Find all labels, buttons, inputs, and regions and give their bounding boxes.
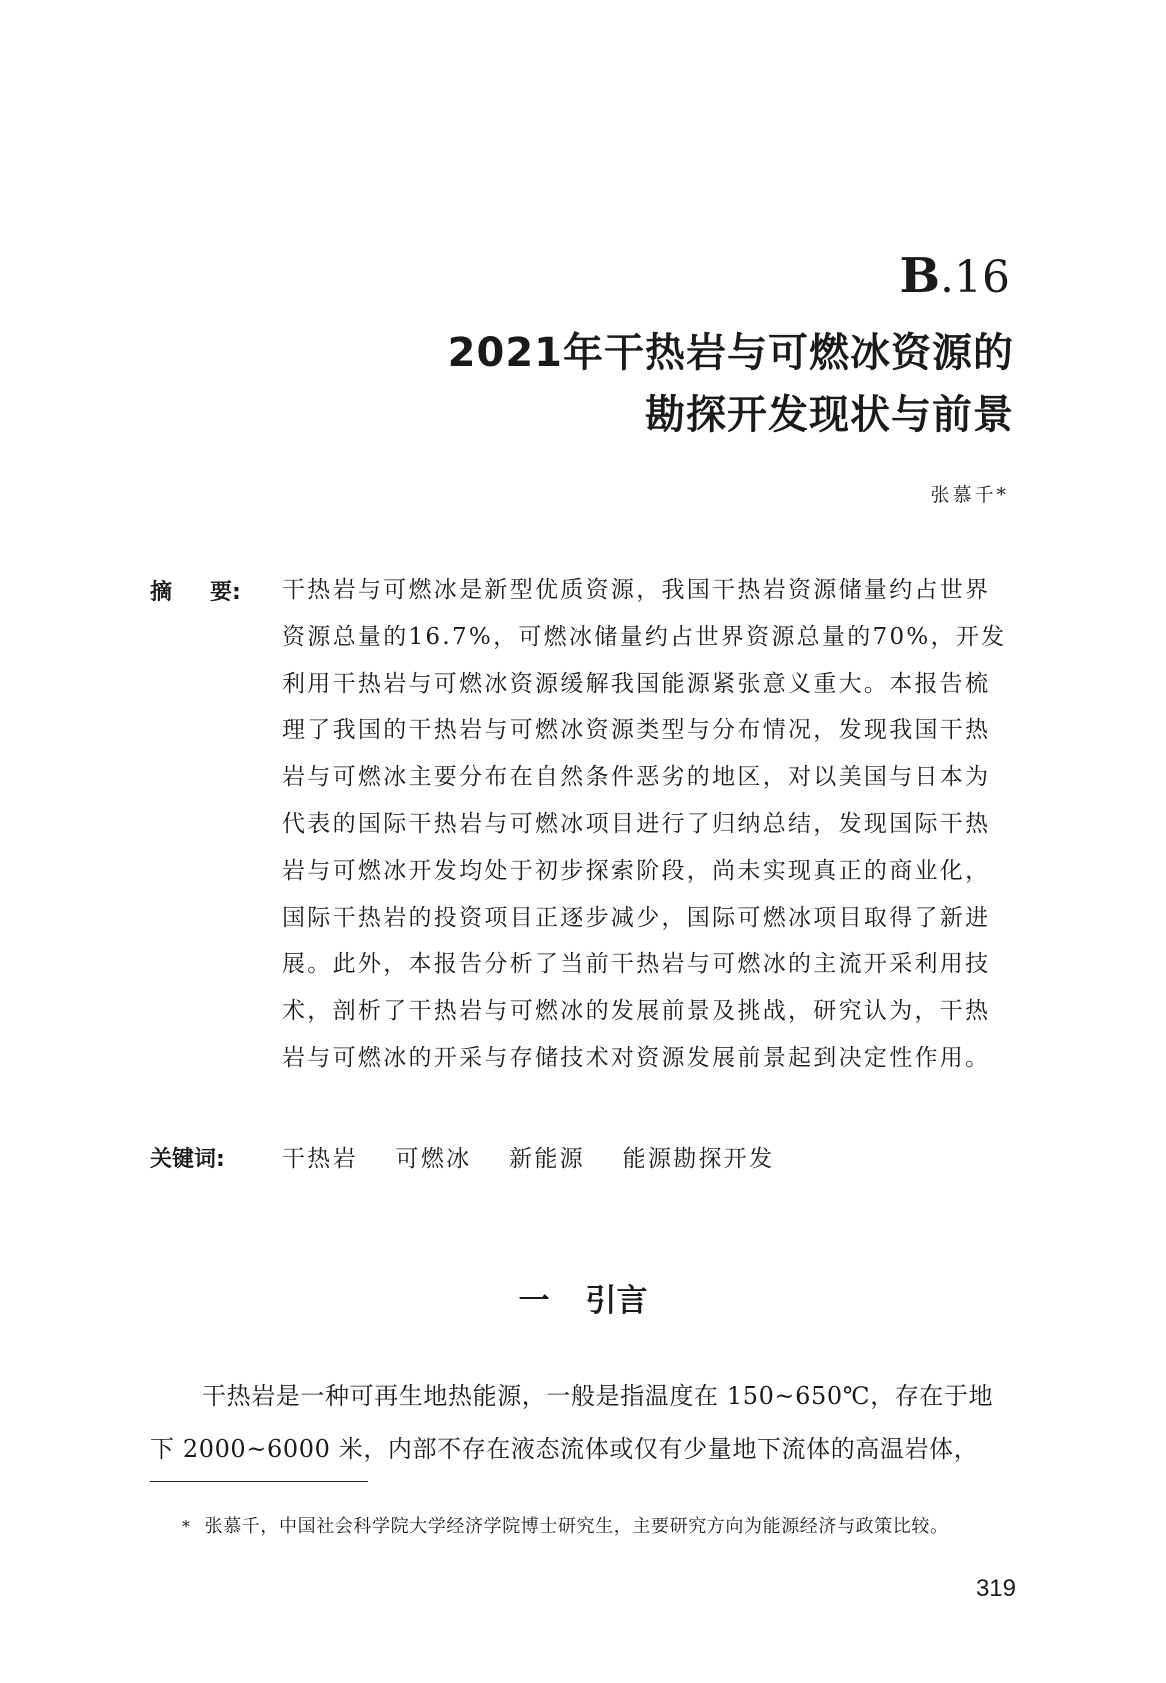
- abstract-line: 国际干热岩的投资项目正逐步减少，国际可燃冰项目取得了新进: [282, 904, 991, 931]
- page-number: 319: [975, 1575, 1016, 1602]
- abstract-line: 展。此外，本报告分析了当前干热岩与可燃冰的主流开采利用技: [282, 951, 991, 978]
- report-number: [899, 248, 1010, 304]
- chapter-title: [448, 322, 1014, 446]
- footnote-text: 张慕千，中国社会科学院大学经济学院博士研究生，主要研究方向为能源经济与政策比较。: [204, 1516, 949, 1537]
- report-letter: B: [899, 248, 941, 304]
- abstract-line: 代表的国际干热岩与可燃冰项目进行了归纳总结，发现国际干热: [282, 810, 991, 837]
- footnote-mark: *: [182, 1517, 191, 1536]
- body-line: 干热岩是一种可再生地热能源，一般是指温度在 150~650℃，存在于地: [202, 1382, 994, 1410]
- abstract-line: 资源总量的16.7%，可燃冰储量约占世界资源总量的70%，开发: [282, 623, 1007, 650]
- abstract-label-part2: 要:: [210, 580, 241, 605]
- report-index: .16: [940, 252, 1010, 303]
- abstract-line: 岩与可燃冰的开采与存储技术对资源发展前景起到决定性作用。: [282, 1044, 991, 1071]
- abstract-line: 干热岩与可燃冰是新型优质资源，我国干热岩资源储量约占世界: [282, 577, 991, 603]
- keyword: 可燃冰: [395, 1146, 472, 1172]
- section-title: 引言: [585, 1283, 648, 1319]
- body-paragraph: [150, 1370, 1016, 1476]
- keyword: 新能源: [509, 1146, 585, 1172]
- section-heading: [0, 1275, 1166, 1320]
- abstract-line: 理了我国的干热岩与可燃冰资源类型与分布情况，发现我国干热: [282, 717, 991, 744]
- abstract-line: 术，剖析了干热岩与可燃冰的发展前景及挑战，研究认为，干热: [282, 998, 991, 1025]
- keyword: 干热岩: [282, 1146, 358, 1172]
- keywords-list: [282, 1140, 802, 1173]
- footnote: [182, 1512, 949, 1538]
- abstract-body: [282, 567, 1016, 1082]
- footnote-divider: [150, 1481, 368, 1482]
- title-line-2: 勘探开发现状与前景: [645, 392, 1014, 438]
- abstract-label: [150, 575, 241, 606]
- section-number: 一: [518, 1283, 550, 1319]
- author: 张慕千*: [930, 484, 1009, 506]
- keywords-label: 关键词:: [150, 1147, 225, 1172]
- keyword: 能源勘探开发: [622, 1146, 775, 1172]
- abstract-line: 岩与可燃冰开发均处于初步探索阶段，尚未实现真正的商业化，: [282, 857, 991, 884]
- abstract-label-part1: 摘: [150, 580, 173, 605]
- abstract-line: 利用干热岩与可燃冰资源缓解我国能源紧张意义重大。本报告梳: [282, 670, 991, 697]
- abstract-line: 岩与可燃冰主要分布在自然条件恶劣的地区，对以美国与日本为: [282, 764, 991, 791]
- title-line-1: 2021年干热岩与可燃冰资源的: [447, 330, 1014, 376]
- body-line: 下 2000~6000 米，内部不存在液态流体或仅有少量地下流体的高温岩体，: [150, 1435, 979, 1463]
